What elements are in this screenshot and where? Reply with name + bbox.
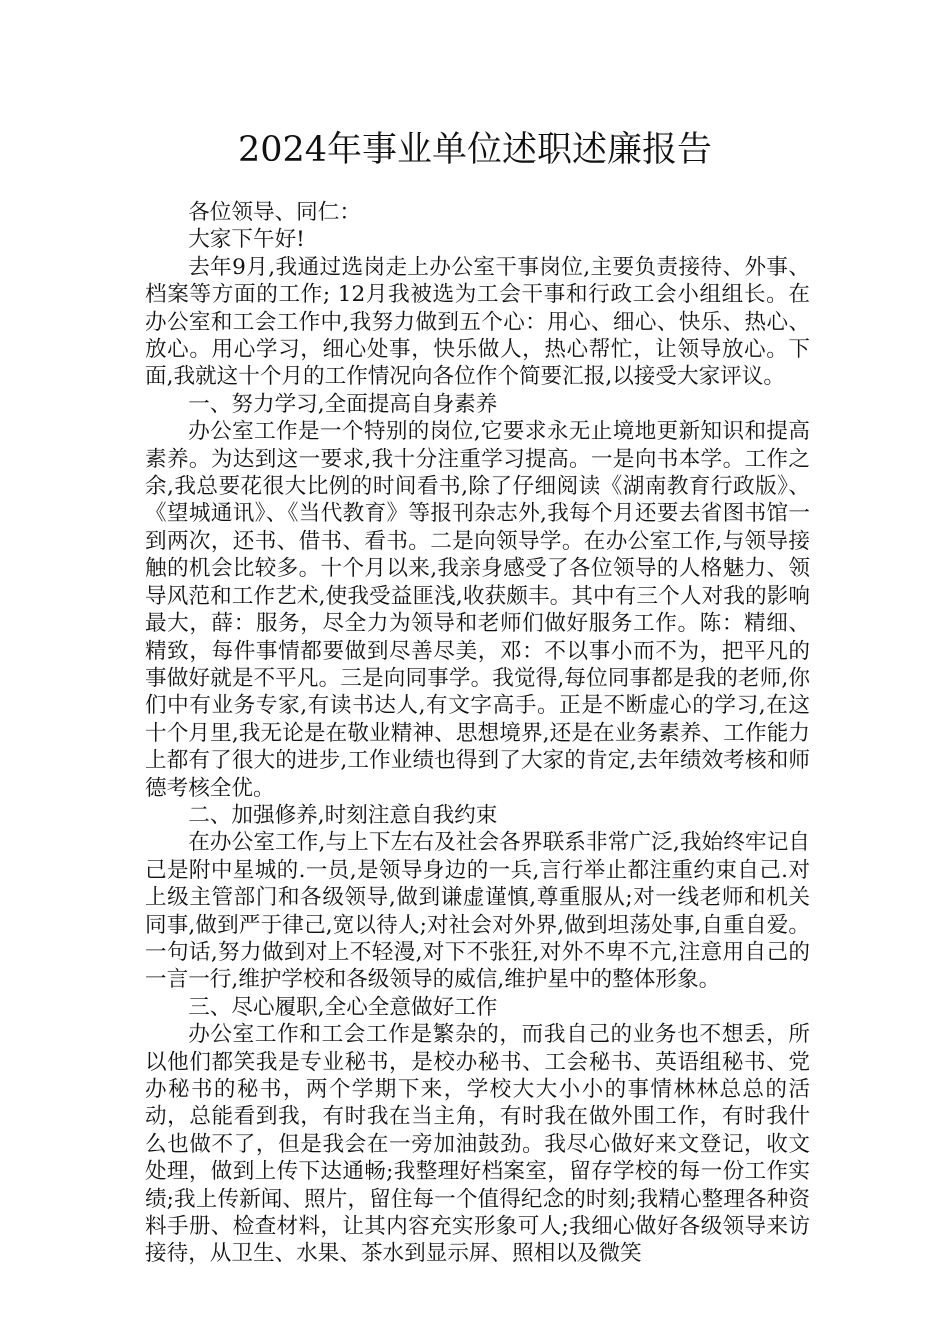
section-heading-2: 二、加强修养,时刻注意自我约束 [188,802,498,828]
section-3-paragraph: 办公室工作和工会工作是繁杂的，而我自己的业务也不想丢，所以他们都笑我是专业秘书，是校办秘书、工会秘书、英语组秘书、党办秘书的秘书，两个学期下来，学校大大小小的事情林林总总的活动，总能看到我，有时我在当主角，有时我在做外围工作，有时我什么也做不了，但是我会在一旁加油鼓劲。我尽心做好来文登记，收文处理，做到上传下达通畅;我整理好档案室，留存学校的每一份工作实绩;我上传新闻、照片，留住每一个值得纪念的时刻;我精心整理各种资料手册、检查材料，让其内容充实形象可人;我细心做好各级领导来访接待，从卫生、水果、茶水到显示屏、照相以及微笑 [145,1022,810,1267]
section-2-paragraph: 在办公室工作,与上下左右及社会各界联系非常广泛,我始终牢记自己是附中星城的.一员,是领导身边的一兵,言行举止都注重约束自己.对上级主管部门和各级领导,做到谦虚谨慎,尊重服从;对一线老师和机关同事,做到严于律己,宽以待人;对社会对外界,做到坦荡处事,自重自爱。一句话,努力做到对上不轻漫,对下不张狂,对外不卑不亢,注意用自己的一言一行,维护学校和各级领导的威信,维护星中的整体形象。 [145,830,810,993]
document-title: 2024年事业单位述职述廉报告 [237,130,713,170]
salutation: 各位领导、同仁： [188,200,361,225]
section-1-paragraph: 办公室工作是一个特别的岗位,它要求永无止境地更新知识和提高素养。为达到这一要求,我十分注重学习提高。一是向书本学。工作之余,我总要花很大比例的时间看书,除了仔细阅读《湖南教育行政版》、《望城通讯》、《当代教育》等报刊杂志外,我每个月还要去省图书馆一到两次，还书、借书、看书。二是向领导学。在办公室工作,与领导接触的机会比较多。十个月以来,我亲身感受了各位领导的人格魅力、领导风范和工作艺术,使我受益匪浅,收获颇丰。其中有三个人对我的影响最大，薛：服务，尽全力为领导和老师们做好服务工作。陈：精细、精致，每件事情都要做到尽善尽美，邓：不以事小而不为，把平凡的事做好就是不平凡。三是向同事学。我觉得,每位同事都是我的老师,你们中有业务专家,有读书达人,有文字高手。正是不断虚心的学习,在这十个月里,我无论是在敬业精神、思想境界,还是在业务素养、工作能力上都有了很大的进步,工作业绩也得到了大家的肯定,去年绩效考核和师德考核全优。 [145,419,810,801]
greeting: 大家下午好! [188,227,305,253]
section-heading-3: 三、尽心履职,全心全意做好工作 [188,994,498,1020]
intro-paragraph: 去年9月,我通过选岗走上办公室干事岗位,主要负责接待、外事、档案等方面的工作; 12月我被选为工会干事和行政工会小组组长。在办公室和工会工作中,我努力做到五个心：用心、细心、快乐、热心、放心。用心学习，细心处事，快乐做人，热心帮忙，让领导放心。下面,我就这十个月的工作情况向各位作个简要汇报,以接受大家评议。 [145,254,810,390]
section-heading-1: 一、努力学习,全面提高自身素养 [188,391,498,417]
document-body [145,199,810,1268]
